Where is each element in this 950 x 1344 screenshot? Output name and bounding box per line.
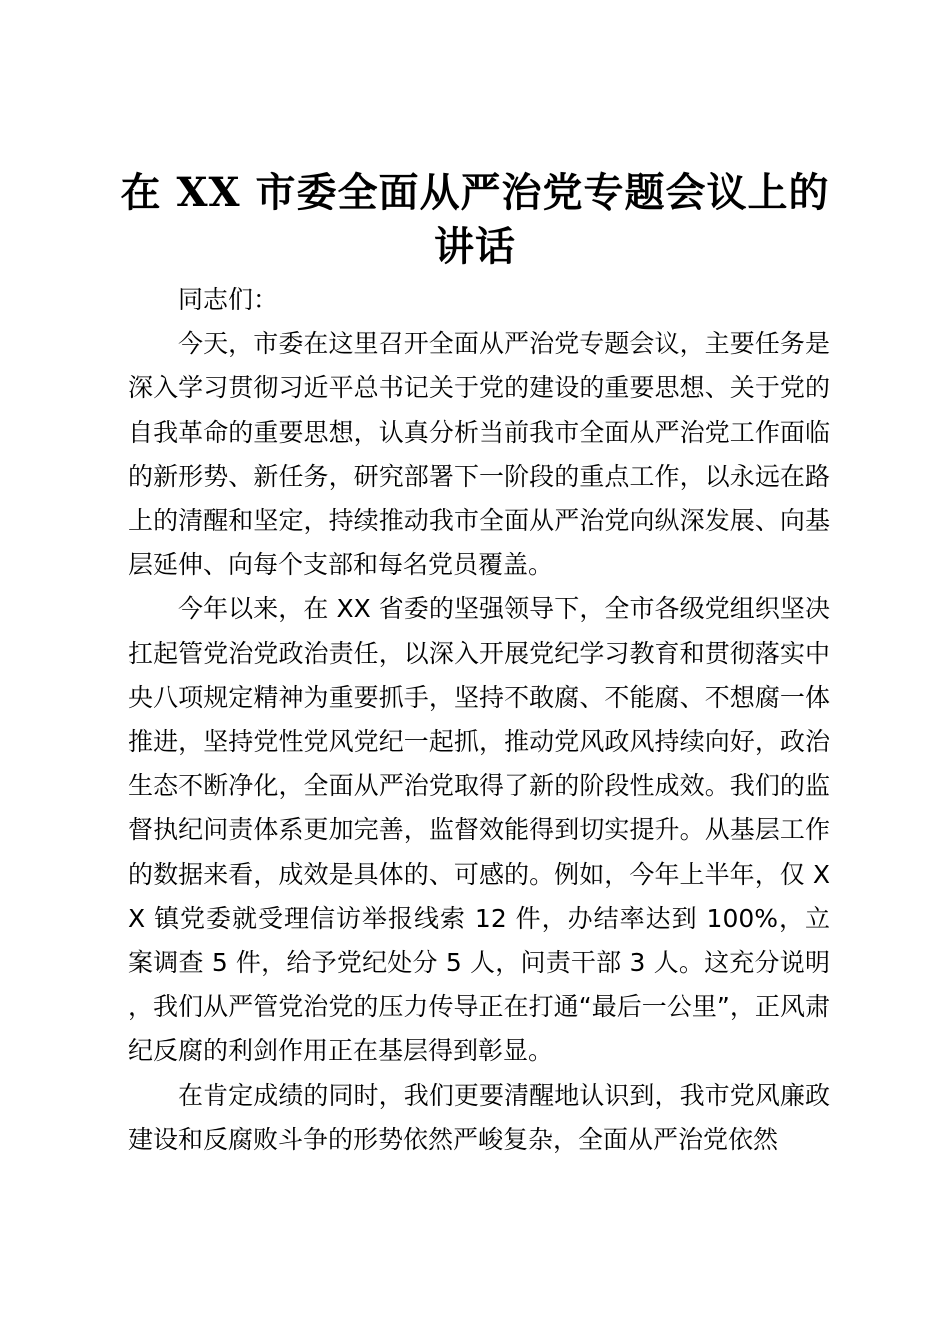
paragraph-opening: 今天，市委在这里召开全面从严治党专题会议，主要任务是深入学习贯彻习近平总书记关于党的建设的重要思想、关于党的自我革命的重要思想，认真分析当前我市全面从严治党工作面临的新形势、新任务，研究部署下一阶段的重点工作，以永远在路上的清醒和坚定，持续推动我市全面从严治党向纵深发展、向基层延伸、向每个支部和每名党员覆盖。: [128, 329, 830, 580]
title-line-2: 讲话: [434, 223, 516, 270]
paragraph-achievements: 今年以来，在 XX 省委的坚强领导下，全市各级党组织坚决扛起管党治党政治责任，以深入开展党纪学习教育和贯彻落实中央八项规定精神为重要抓手，坚持不敢腐、不能腐、不想腐一体推进，坚持党性党风党纪一起抓，推动党风政风持续向好，政治生态不断净化，全面从严治党取得了新的阶段性成效。我们的监督执纪问责体系更加完善，监督效能得到切实提升。从基层工作的数据来看，成效是具体的、可感的。例如，今年上半年，仅 XX 镇党委就受理信访举报线索 12 件，办结率达到 100%，立案调查 5 件，给予党纪处分 5 人，问责干部 3 人。这充分说明，我们从严管党治党的压力传导正在打通“最后一公里”，正风肃纪反腐的利剑作用正在基层得到彰显。: [128, 594, 830, 1066]
salutation: 同志们：: [178, 285, 279, 314]
document-body: [128, 278, 830, 1162]
paragraph-challenges: 在肯定成绩的同时，我们更要清醒地认识到，我市党风廉政建设和反腐败斗争的形势依然严峻复杂，全面从严治党依然: [128, 1080, 830, 1154]
title-line-1: 在 XX 市委全面从严治党专题会议上的: [120, 169, 830, 216]
document-title: [120, 166, 830, 274]
